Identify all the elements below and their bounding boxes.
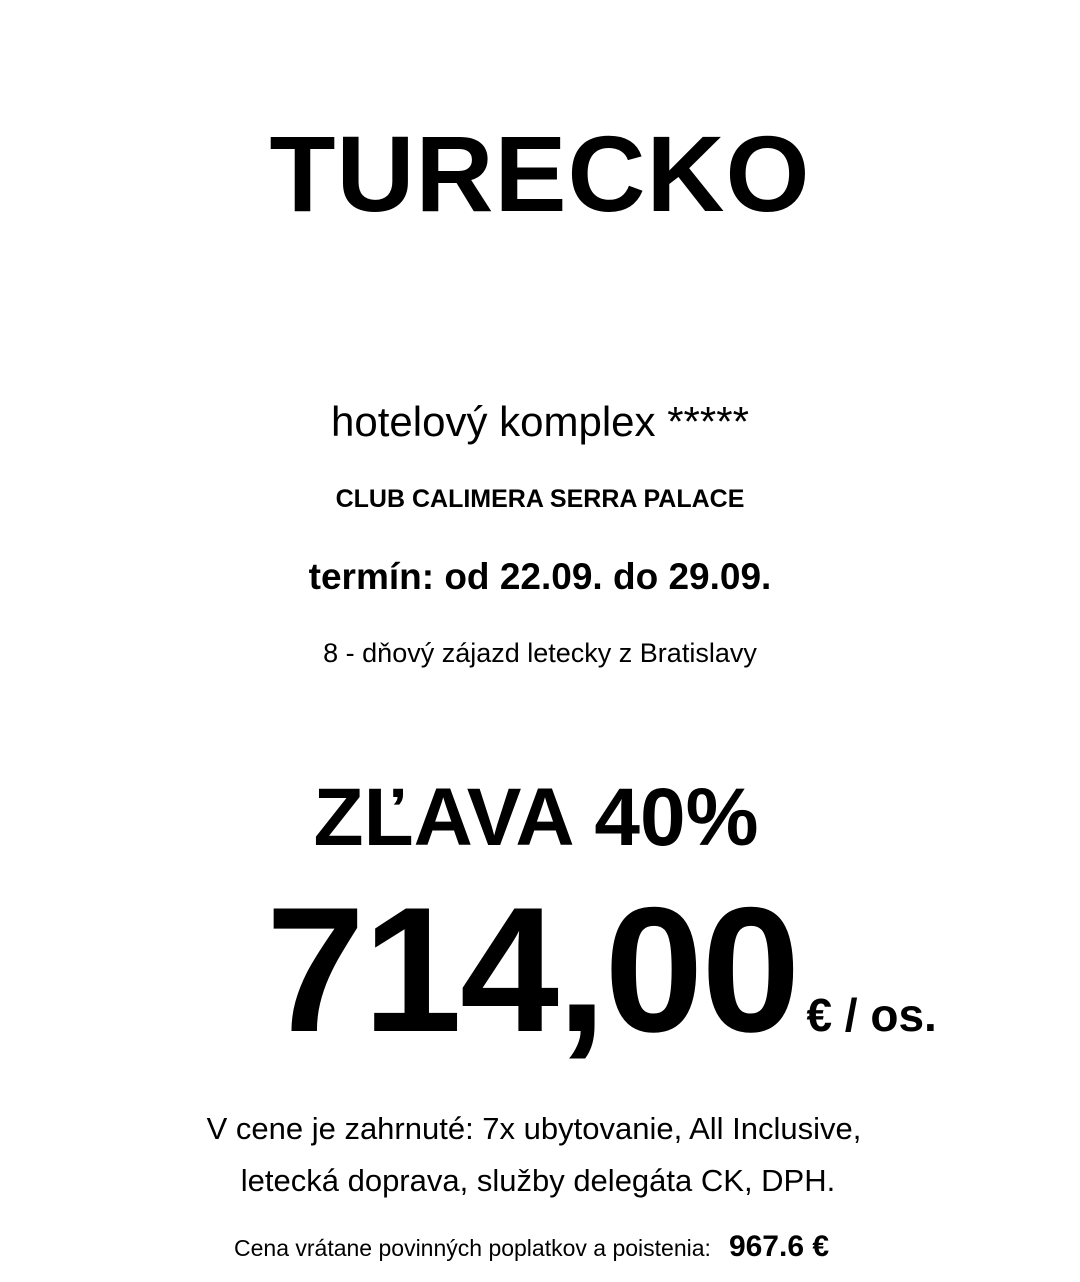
included-services-line-1: V cene je zahrnuté: 7x ubytovanie, All Inclusive, xyxy=(206,1111,862,1146)
price-amount: 714,00 xyxy=(266,870,799,1069)
trip-description: 8 - dňový zájazd letecky z Bratislavy xyxy=(323,638,757,668)
destination-title: TURECKO xyxy=(269,113,811,234)
total-price-value: 967.6 € xyxy=(728,1230,830,1263)
total-price-label: Cena vrátane povinných poplatkov a poistenia: xyxy=(234,1235,711,1261)
price-block xyxy=(266,870,937,1069)
total-price-block xyxy=(234,1230,829,1264)
price-unit: € / os. xyxy=(806,989,937,1041)
travel-dates: termín: od 22.09. do 29.09. xyxy=(308,556,772,597)
included-services-line-2: letecká doprava, služby delegáta CK, DPH. xyxy=(240,1163,836,1198)
hotel-name: CLUB CALIMERA SERRA PALACE xyxy=(335,485,745,513)
discount-label: ZĽAVA 40% xyxy=(313,772,759,863)
hotel-type: hotelový komplex ***** xyxy=(331,398,749,445)
